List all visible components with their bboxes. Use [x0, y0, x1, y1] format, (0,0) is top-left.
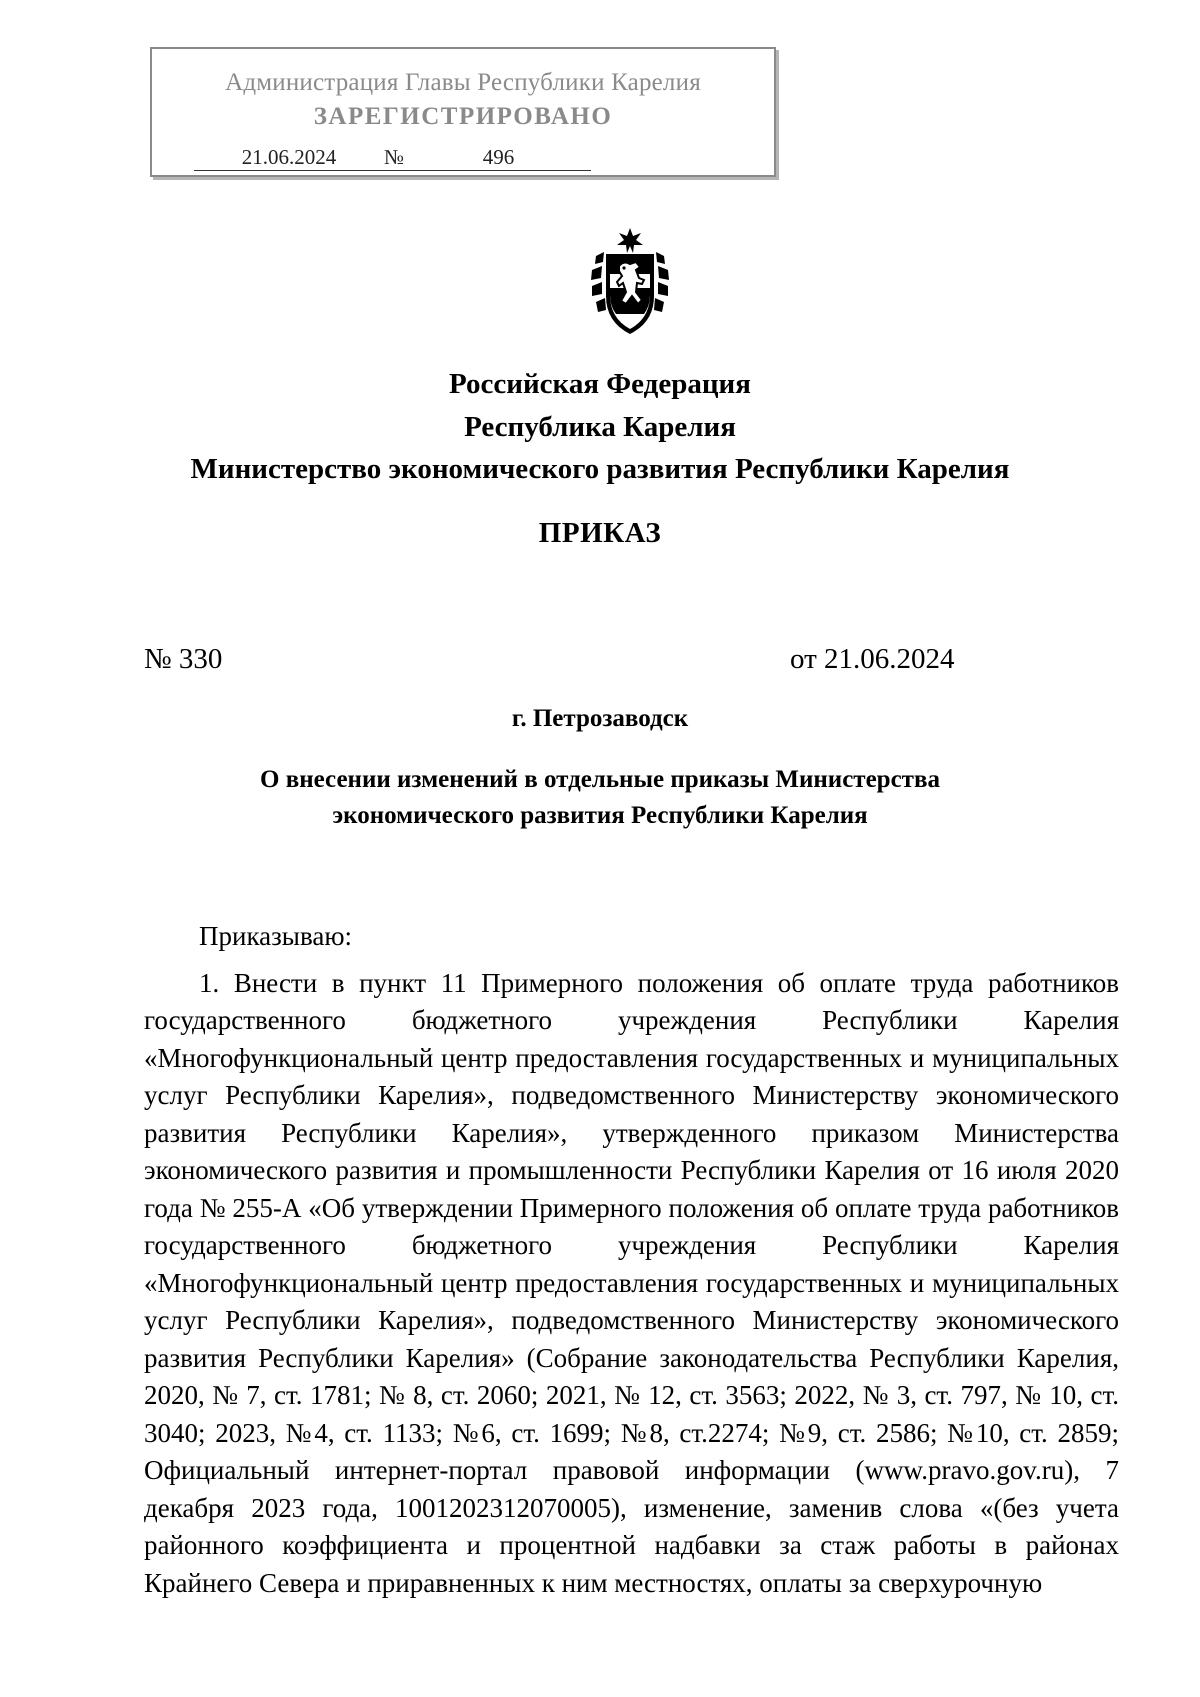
order-number: № 330	[144, 643, 223, 675]
document-type: ПРИКАЗ	[538, 517, 662, 549]
header-country: Российская Федерация	[449, 368, 751, 400]
city: г. Петрозаводск	[511, 705, 689, 732]
subject-line-1: О внесении изменений в отдельные приказы Министерства	[260, 766, 940, 793]
stamp-number-sign: №	[384, 145, 405, 169]
stamp-reg-number: 496	[406, 145, 591, 171]
stamp-reg-date: 21.06.2024	[194, 145, 384, 171]
header-ministry: Министерство экономического развития Республики Карелия	[190, 453, 1010, 485]
subject-line-2: экономического развития Республики Карелия	[332, 802, 868, 829]
registration-stamp	[150, 47, 776, 177]
stamp-status: ЗАРЕГИСТРИРОВАНО	[313, 103, 613, 130]
header-region: Республика Карелия	[464, 411, 736, 443]
karelia-coat-of-arms-icon	[586, 226, 674, 338]
stamp-authority: Администрация Главы Республики Карелия	[225, 69, 701, 96]
document-body	[144, 918, 1119, 1602]
order-date: от 21.06.2024	[790, 643, 955, 675]
stamp-registration-line	[194, 145, 591, 171]
paragraph-item-1: 1. Внести в пункт 11 Примерного положения об оплате труда работников государственного бюджетного учреждения Республики Карелия «Многофункциональный центр предоставления государственных и муниципальных услуг Республики Карелия», подведомственного Министерству экономического развития Республики Карелия», утвержденного приказом Министерства экономического развития и промышленности Республики Карелия от 16 июля 2020 года № 255-А «Об утверждении Примерного положения об оплате труда работников государственного бюджетного учреждения Республики Карелия «Многофункциональный центр предоставления государственных и муниципальных услуг Республики Карелия», подведомственного Министерству экономического развития Республики Карелия» (Собрание законодательства Республики Карелия, 2020, № 7, ст. 1781; № 8, ст. 2060; 2021, № 12, ст. 3563; 2022, № 3, ст. 797, № 10, ст. 3040; 2023, №4, ст. 1133; №6, ст. 1699; №8, ст.2274; №9, ст. 2586; №10, ст. 2859; Официальный интернет-портал правовой информации (www.pravo.gov.ru), 7 декабря 2023 года, 1001202312070005), изменение, заменив слова «(без учета районного коэффициента и процентной надбавки за стаж работы в районах Крайнего Севера и приравненных к ним местностях, оплаты за сверхурочную	[144, 967, 1119, 1598]
order-intro: Приказываю:	[199, 921, 352, 951]
